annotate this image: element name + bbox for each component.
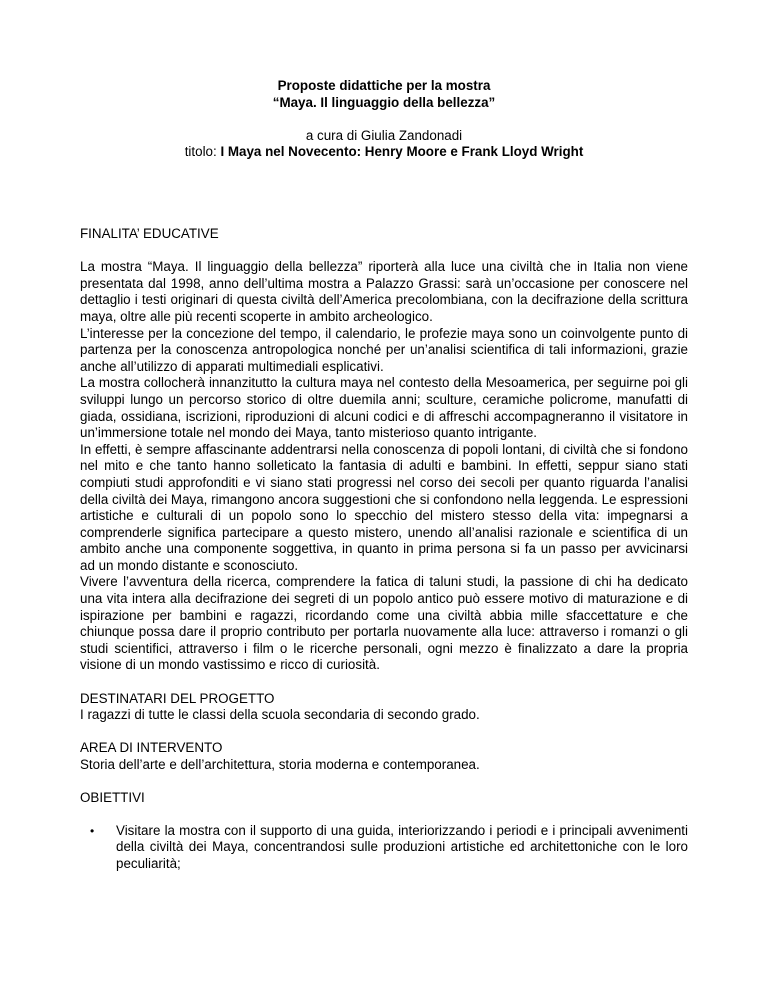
title-line-1: Proposte didattiche per la mostra [277,78,491,93]
section-obiettivi [80,790,688,872]
spacer [80,111,688,128]
section-text-destinatari: I ragazzi di tutte le classi della scuola secondaria di secondo grado. [80,707,480,723]
title-line-2: “Maya. Il linguaggio della bellezza” [272,94,496,110]
section-area [80,740,688,773]
section-heading-destinatari: DESTINATARI DEL PROGETTO [80,690,275,706]
paragraph: Vivere l’avventura della ricerca, comprendere la fatica di taluni studi, la passione di chi ha dedicato una vita intera alla decifrazione dei segreti di un popolo antico può essere motivo di maturazione e di ispirazione per bambini e ragazzi, ricordando come una civiltà abbia mille sfaccettature e che chiunque possa dare il proprio contributo per portarla nuovamente alla luce: attraverso i romanzi o gli studi scientifici, attraverso i film o le ricerche personali, ogni mezzo è finalizzato a dare la propria visione di un mondo vastissimo e ricco di curiosità. [80,574,688,673]
section-heading-area: AREA DI INTERVENTO [80,740,223,756]
subtitle-prefix: titolo: [184,144,221,160]
spacer [80,243,688,260]
subtitle-title: I Maya nel Novecento: Henry Moore e Frank Lloyd Wright [220,144,584,160]
list-item-text: Visitare la mostra con il supporto di una guida, interiorizzando i periodi e i principali avvenimenti della civiltà dei Maya, concentrandosi sulle produzioni artistiche ed architettoniche con le loro peculiarità; [116,822,688,871]
paragraph: L’interesse per la concezione del tempo, il calendario, le profezie maya sono un coinvolgente punto di partenza per la conoscenza antropologica nonché per un’analisi scientifica di tali informazioni, grazie anche all’utilizzo di apparati multimediali esplicativi. [80,325,688,374]
curator-line: a cura di Giulia Zandonadi [305,127,463,143]
section-heading-finalita: FINALITA’ EDUCATIVE [80,226,219,241]
bullet-icon: • [90,823,95,838]
objectives-list [80,823,688,873]
subtitle-line [80,144,688,161]
paragraph: La mostra collocherà innanzitutto la cultura maya nel contesto della Mesoamerica, per seguirne poi gli sviluppi lungo un percorso storico di oltre duemila anni; sculture, ceramiche policrome, manufatti di giada, ossidiana, iscrizioni, riproduzioni di alcuni codici e di affreschi accompagneranno il visitatore in un’immersione totale nel mondo dei Maya, tanto misterioso quanto intrigante. [80,375,688,441]
section-destinatari [80,691,688,724]
paragraph: In effetti, è sempre affascinante addentrarsi nella conoscenza di popoli lontani, di civiltà che si fondono nel mito e che tanto hanno solleticato la fantasia di adulti e bambini. In effetti, seppur siano stati compiuti studi approfonditi e vi siano stati progressi nel corso dei secoli per quanto riguarda l’analisi della civiltà dei Maya, rimangono ancora suggestioni che si confondono nella leggenda. Le espressioni artistiche e culturali di un popolo sono lo specchio del mistero stesso della vita: impegnarsi a comprenderle significa partecipare a questo mistero, unendo all’analisi razionale e scientifica di un ambito anche una componente soggettiva, in quanto in prima persona si fa un passo per avvicinarsi ad un mondo distante e sconosciuto. [80,441,688,573]
section-text-area: Storia dell’arte e dell’architettura, storia moderna e contemporanea. [80,757,480,772]
section-heading-obiettivi: OBIETTIVI [80,790,145,806]
list-item [80,823,688,873]
section-finalita [80,226,688,674]
document-header [80,78,688,161]
paragraph: La mostra “Maya. Il linguaggio della bellezza” riporterà alla luce una civiltà che in Italia non viene presentata dal 1998, anno dell’ultima mostra a Palazzo Grassi: sarà un’occasione per conoscere nel dettaglio i testi originari di questa civiltà dell’America precolombiana, con la decifrazione della scrittura maya, oltre alle più recenti scoperte in ambito archeologico. [80,259,688,324]
document-body [80,226,688,873]
